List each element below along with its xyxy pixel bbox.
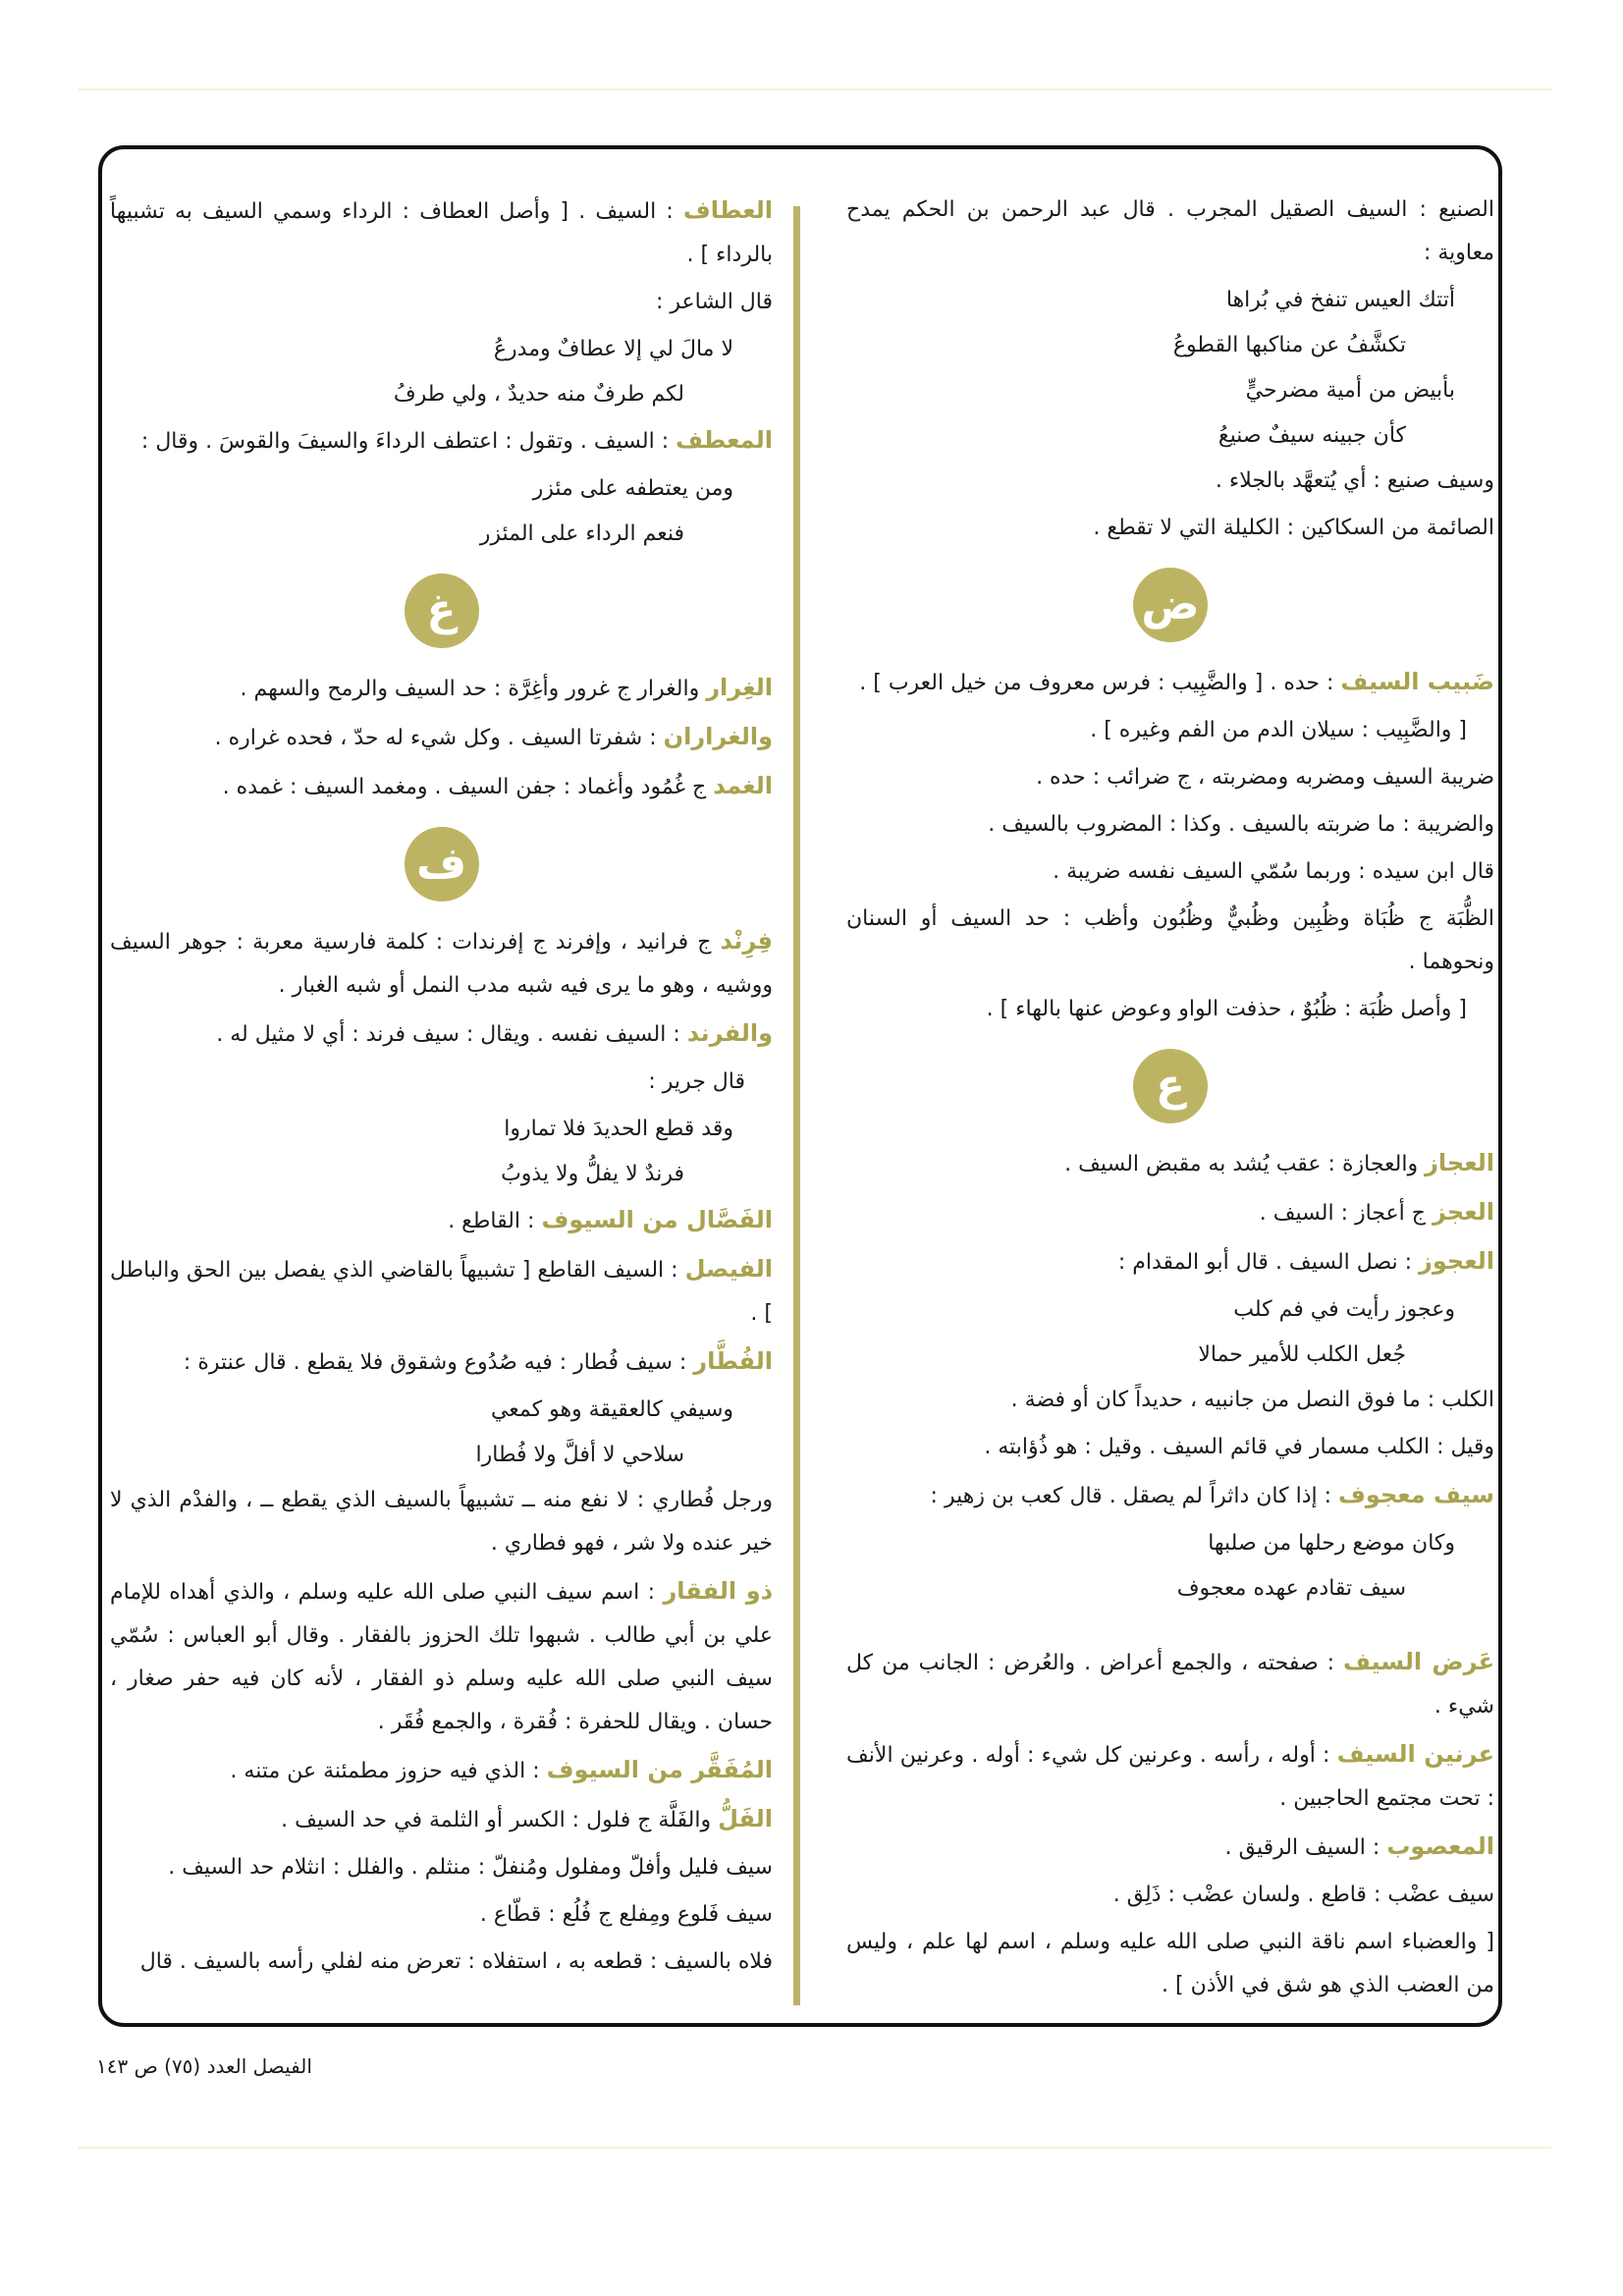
entry-mufaqqar xyxy=(110,1748,773,1793)
entry-text: [ وأصل ظُبَة : ظُبُوٌ ، حذفت الواو وعوض عنها بالهاء ] . xyxy=(986,997,1467,1021)
verse-hemistich: سلاحي لا أفلَّ ولا فُطارا xyxy=(475,1443,684,1467)
verse-line xyxy=(846,414,1494,458)
entry-text: سيف فليل وأفلّ ومفلول ومُنفلّ : منثلم . والفلل : انثلام حد السيف . xyxy=(168,1855,773,1880)
top-rule xyxy=(79,88,1551,90)
entry-text: سيف عضْب : قاطع . ولسان عضْب : ذَلِق . xyxy=(1112,1883,1494,1907)
verse-hemistich: فنعم الرداء على المئزر xyxy=(479,521,684,546)
entry-mitaf xyxy=(110,418,773,464)
entry-text: فلاه بالسيف : قطعه به ، استفلاه : تعرض منه لفلي رأسه بالسيف . قال xyxy=(139,1949,773,1974)
entry-text: وقيل : الكلب مسمار في قائم السيف . وقيل : هو ذُؤابته . xyxy=(984,1435,1494,1459)
headword: المعصوب xyxy=(1386,1832,1494,1860)
verse-line xyxy=(846,1334,1494,1377)
entry-text: وسيف صنيع : أي يُتعهَّد بالجلاء . xyxy=(1215,468,1494,493)
definition: : السيف . وتقول : اعتطف الرداءَ والسيفَ والقوسَ . وقال : xyxy=(140,429,670,454)
verse-hemistich: فرندٌ لا يفلُّ ولا يذوبُ xyxy=(501,1162,684,1186)
entry-text: [ والضَّبِيب : سيلان الدم من الفم وغيره ] . xyxy=(1090,718,1467,742)
column-divider xyxy=(793,206,800,2005)
headword: العجز xyxy=(1432,1198,1494,1226)
verse-hemistich: كأن جبينه سيفٌ صنيعُ xyxy=(1217,423,1406,448)
section-letter-dad: ض xyxy=(1133,568,1208,642)
entry-faysal xyxy=(110,1247,773,1336)
entry-ajz xyxy=(846,1190,1494,1235)
verse-hemistich: جُعل الكلب للأمير حمالا xyxy=(1198,1342,1406,1367)
verse-hemistich: بأبيض من أمية مضرحيٍّ xyxy=(1245,378,1455,403)
verse-line xyxy=(846,369,1494,412)
entry-futtar xyxy=(110,1339,773,1385)
headword: الفَصَّال من السيوف xyxy=(541,1206,773,1233)
entry-ghirar xyxy=(110,666,773,711)
verse-line xyxy=(110,1434,773,1477)
headword: عرنين السيف xyxy=(1336,1740,1494,1768)
headword: ذو الفقار xyxy=(663,1577,774,1605)
verse-hemistich: وكان موضع رحلها من صلبها xyxy=(1208,1531,1455,1556)
headword: الغمد xyxy=(713,772,773,799)
entry-text: ورجل فُطاري : لا نفع منه ــ تشبيهاً بالسيف الذي يقطع ــ ، والفدْم الذي لا خير عنده ولا شر ، فهو فطاري . xyxy=(110,1488,773,1556)
entry-text: قال الشاعر : xyxy=(655,290,773,314)
right-column xyxy=(846,189,1494,2011)
verse-hemistich: لكم طرفٌ منه حديدٌ ، ولي طرفُ xyxy=(393,382,684,407)
headword: المعطف xyxy=(676,426,773,454)
verse-hemistich: تكشَّفُ عن مناكبها القطوعُ xyxy=(1172,333,1406,357)
section-letter-fa: ف xyxy=(405,827,479,902)
verse-hemistich: وسيفي كالعقيقة وهو كمعي xyxy=(490,1397,733,1422)
entry-text: الظُّبَة ج ظُبَاة وظُبِين وظُبيٌّ وظُبُون وأظب : حد السيف أو السنان ونحوهما . xyxy=(846,906,1494,974)
section-letter-ain: ع xyxy=(1133,1049,1208,1123)
definition: : القاطع . xyxy=(448,1209,535,1233)
verse-line xyxy=(110,1153,773,1196)
verse-line xyxy=(846,324,1494,367)
headword: فِرِنْد xyxy=(720,927,773,955)
entry-masub xyxy=(846,1825,1494,1870)
verse-line xyxy=(110,467,773,511)
verse-line xyxy=(110,328,773,371)
entry-firind xyxy=(110,919,773,1008)
definition: : شفرتا السيف . وكل شيء له حدّ ، فحده غراره . xyxy=(214,726,657,750)
verse-line xyxy=(846,1288,1494,1332)
definition: : نصل السيف . قال أبو المقدام : xyxy=(1117,1250,1413,1275)
entry-text: سيف فَلوع ومِفلع ج فُلُع : قطّاع . xyxy=(479,1902,773,1927)
verse-hemistich: وعجوز رأيت في فم كلب xyxy=(1233,1297,1455,1322)
headword: العجاز xyxy=(1425,1149,1494,1176)
bottom-rule xyxy=(79,2147,1551,2149)
verse-line xyxy=(110,513,773,556)
definition: : السيف القاطع [ تشبيهاً بالقاضي الذي يفصل بين الحق والباطل ] . xyxy=(110,1258,773,1326)
headword: عَرض السيف xyxy=(1343,1648,1494,1675)
entry-ajuz xyxy=(846,1239,1494,1285)
definition: ج أعجاز : السيف . xyxy=(1259,1201,1426,1226)
entry-dhulfiqar xyxy=(110,1569,773,1744)
page-footer: الفيصل العدد (٧٥) ص ١٤٣ xyxy=(96,2054,312,2078)
definition: : صفحته ، والجمع أعراض . والعُرض : الجانب من كل شيء . xyxy=(846,1651,1494,1719)
headword: الفيصل xyxy=(684,1255,774,1283)
headword: الغِرار xyxy=(706,674,773,701)
entry-fassal xyxy=(110,1198,773,1243)
definition: : السيف . [ وأصل العطاف : الرداء وسمي السيف به تشبيهاً بالرداء ] . xyxy=(110,199,773,267)
entry-majuf xyxy=(846,1473,1494,1518)
definition: والغرار ج غرور وأغِرَّة : حد السيف والرمح والسهم . xyxy=(240,677,700,701)
headword: والغراران xyxy=(663,723,773,750)
entry-text: قال جرير : xyxy=(648,1069,745,1094)
definition: : أوله ، رأسه . وعرنين كل شيء : أوله . وعرنين الأنف : تحت مجتمع الحاجبين . xyxy=(846,1743,1494,1811)
definition: ج فرانيد ، وإفرند ج إفرندات : كلمة فارسية معربة : جوهر السيف ووشيه ، وهو ما يرى فيه شبه مدب النمل أو شبه الغبار . xyxy=(110,930,773,998)
left-column xyxy=(110,189,773,1988)
entry-sanie: الصنيع : السيف الصقيل المجرب . قال عبد الرحمن بن الحكم يمدح معاوية : xyxy=(846,197,1494,265)
verse-line xyxy=(110,373,773,416)
definition: : السيف الرقيق . xyxy=(1224,1835,1380,1860)
headword: والفرند xyxy=(686,1019,773,1047)
definition: والعجازة : عقب يُشد به مقبض السيف . xyxy=(1064,1152,1419,1176)
verse-line xyxy=(846,279,1494,322)
verse-line xyxy=(110,1389,773,1432)
entry-text: الكلب : ما فوق النصل من جانبيه ، حديداً كان أو فضة . xyxy=(1010,1388,1494,1412)
definition: ج غُمُود وأغماد : جفن السيف . ومغمد السيف : غمده . xyxy=(222,775,707,799)
definition: : سيف فُطار : فيه صُدُوع وشقوق فلا يقطع . قال عنترة : xyxy=(183,1350,687,1375)
entry-ghimd xyxy=(110,764,773,809)
definition: : السيف نفسه . ويقال : سيف فرند : أي لا مثيل له . xyxy=(216,1022,680,1047)
verse-hemistich: لا مالَ لي إلا عطافٌ ومدرعُ xyxy=(493,337,733,361)
verse-hemistich: وقد قطع الحديدَ فلا تماروا xyxy=(504,1117,733,1141)
entry-saima: الصائمة من السكاكين : الكليلة التي لا تقطع . xyxy=(1093,516,1494,540)
verse-line xyxy=(110,1108,773,1151)
verse-hemistich: سيف تقادم عهده معجوف xyxy=(1176,1576,1406,1601)
definition: : حده . [ والضَّبِيب : فرس معروف من خيل العرب ] . xyxy=(859,671,1334,695)
entry-dbib xyxy=(846,660,1494,705)
headword: العجوز xyxy=(1419,1247,1494,1275)
entry-ajaz xyxy=(846,1141,1494,1186)
entry-text: والضريبة : ما ضربته بالسيف . وكذا : المضروب بالسيف . xyxy=(988,812,1494,837)
entry-text: قال ابن سيده : وربما سُمّي السيف نفسه ضريبة . xyxy=(1053,859,1494,884)
headword: الفُطَّار xyxy=(693,1347,773,1375)
entry-irnin xyxy=(846,1732,1494,1821)
entry-text: ضريبة السيف ومضربه ومضربته ، ج ضرائب : حده . xyxy=(1036,765,1494,790)
definition: والفَلَّة ج فلول : الكسر أو الثلمة في حد السيف . xyxy=(281,1808,712,1832)
verse-line xyxy=(846,1567,1494,1611)
headword: ضَبيب السيف xyxy=(1340,668,1494,695)
entry-ard xyxy=(846,1640,1494,1728)
headword: المُفَقَّر من السيوف xyxy=(546,1756,773,1783)
verse-hemistich: ومن يعتطفه على مئزر xyxy=(532,476,733,501)
definition: : إذا كان داثراً لم يصقل . قال كعب بن زهير : xyxy=(930,1484,1332,1508)
section-letter-ghain: غ xyxy=(405,574,479,648)
definition: : الذي فيه حزوز مطمئنة عن متنه . xyxy=(230,1759,540,1783)
verse-line xyxy=(846,1522,1494,1565)
entry-fall xyxy=(110,1797,773,1842)
headword: الفَلُّ xyxy=(718,1805,773,1832)
entry-itaf xyxy=(110,189,773,277)
verse-hemistich: أتتك العيس تنفخ في بُراها xyxy=(1225,288,1455,312)
entry-ghiraran xyxy=(110,715,773,760)
entry-text: [ والعضباء اسم ناقة النبي صلى الله عليه وسلم ، اسم لها علم ، وليس من العضب الذي هو شق في الأذن ] . xyxy=(846,1930,1494,1997)
entry-alfirind xyxy=(110,1011,773,1057)
headword: العطاف xyxy=(682,196,773,224)
definition: : اسم سيف النبي صلى الله عليه وسلم ، والذي أهداه للإمام علي بن أبي طالب . شبهوا تلك الحزوز بالفقار . وقال أبو العباس : سُمّي سيف النبي صلى الله عليه وسلم ذو الفقار ، لأنه كان فيه حفر صغار ، حسان . ويقال للحفرة : فُقرة ، والجمع فُقَر . xyxy=(110,1580,773,1734)
headword: سيف معجوف xyxy=(1338,1481,1494,1508)
